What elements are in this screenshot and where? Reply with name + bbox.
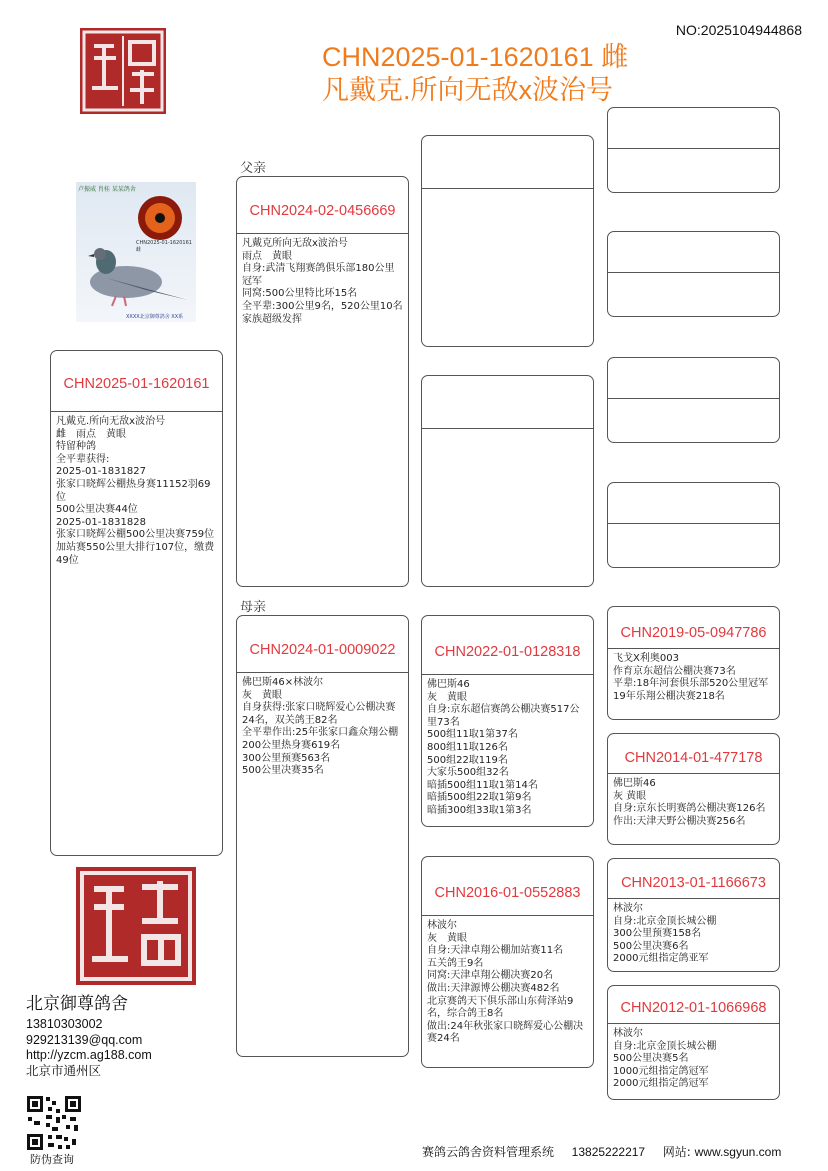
ancestor-ring: CHN2013-01-1166673 <box>621 875 766 891</box>
ancestor-ring: CHN2012-01-1066968 <box>620 1000 767 1016</box>
divider <box>608 272 779 273</box>
ancestor-details: 林波尔 自身:北京金顶长城公棚 300公里预赛158名 500公里决赛6名 2000元组指定鸽亚军 <box>613 903 717 965</box>
ancestor-card <box>607 858 780 972</box>
maternal-grandsire-card <box>421 615 594 827</box>
empty-card <box>607 357 780 443</box>
footer-website[interactable]: www.sgyun.com <box>694 1145 782 1159</box>
maternal-granddam-card <box>421 856 594 1068</box>
empty-card <box>607 482 780 568</box>
contact-info <box>26 989 152 1079</box>
mother-card <box>236 615 409 1057</box>
empty-card <box>607 107 780 193</box>
divider <box>608 148 779 149</box>
photo-eye-caption: CHN2025-01-1620161雌 <box>136 240 192 253</box>
father-label: 父亲 <box>240 161 267 176</box>
divider <box>422 428 593 429</box>
ancestor-ring: CHN2014-01-477178 <box>624 750 763 766</box>
qr-code-icon <box>26 1095 82 1151</box>
contact-website[interactable]: http://yzcm.ag188.com <box>26 1048 152 1062</box>
ancestor-details: 佛巴斯46 灰 黄眼 自身:京东长明赛鸽公棚决赛126名 作出:天津天野公棚决赛256名 <box>613 778 766 827</box>
divider <box>608 523 779 524</box>
maternal-granddam-details: 林波尔 灰 黄眼 自身:天津卓翔公棚加站赛11名 五关鸽王9名 同窝:天津卓翔公棚决赛20名 做出:天津源博公棚决赛482名 北京赛鸽天下俱乐部山东荷泽站9名，综合鸽王8名 做出:24年秋张家口晓辉爱心公棚决赛24名 <box>427 920 584 1045</box>
pigeon-photo <box>76 182 196 322</box>
subject-ring: CHN2025-01-1620161 <box>63 376 210 392</box>
ancestor-details: 林波尔 自身:北京金顶长城公棚 500公里决赛5名 1000元组指定鸽冠军 2000元组指定鸽冠军 <box>613 1028 717 1090</box>
maternal-grandsire-ring: CHN2022-01-0128318 <box>434 644 581 660</box>
father-card <box>236 176 409 587</box>
footer-system: 赛鸽云鸽舍资料管理系统 <box>422 1145 555 1159</box>
footer-phone: 13825222217 <box>571 1145 646 1159</box>
mother-details: 佛巴斯46×林波尔 灰 黄眼 自身获得:张家口晓辉爱心公棚决赛24名，双关鸽王82名 全平辈作出:25年张家口鑫众翔公棚 200公里热身赛619名 300公里预赛563名 500公里决赛35名 <box>242 677 399 777</box>
ancestor-card <box>607 733 780 845</box>
photo-caption-bottom: XXXX北京御尊鸽舍 XX系 <box>126 314 184 320</box>
maternal-granddam-ring: CHN2016-01-0552883 <box>434 885 581 901</box>
seal-glyph-icon <box>80 28 166 114</box>
contact-phone: 13810303002 <box>26 1017 103 1031</box>
subject-details: 凡戴克.所向无敌x波治号 雌 雨点 黄眼 特留种鸽 全平辈获得: 2025-01-1831827 张家口晓辉公棚热身赛11152羽69位 500公里决赛44位 2025-01-1831828 张家口晓辉公棚500公里决赛759位 加站赛550公里大排行107位，缴费49位 <box>56 416 215 566</box>
page-title <box>322 41 628 107</box>
subject-card <box>50 350 223 856</box>
ancestor-details: 飞戈X利奥003 作育京东超信公棚决赛73名 平辈:18年河套俱乐部520公里冠军 19年乐翔公棚决赛218名 <box>613 653 769 702</box>
qr-label: 防伪查询 <box>30 1153 74 1166</box>
footer <box>422 1143 781 1160</box>
father-details: 凡戴克所向无敌x波治号 雨点 黄眼 自身:武清飞翔赛鸽俱乐部180公里冠军 同窝:500公里特比环15名 全平辈:300公里9名，520公里10名 家族超级发挥 <box>242 238 403 325</box>
title-strain: 凡戴克.所向无敌x波治号 <box>322 75 614 105</box>
mother-label: 母亲 <box>240 600 267 615</box>
seal-glyph-icon <box>76 867 196 985</box>
maternal-grandsire-details: 佛巴斯46 灰 黄眼 自身:京东超信赛鸽公棚决赛517公里73名 500组11取1第37名 800组11取126名 500组22取119名 大家乐500组32名 暗插500组11取1第14名 暗插500组22取1第9名 暗插300组33取1第3名 <box>427 679 580 816</box>
divider <box>608 398 779 399</box>
mother-ring: CHN2024-01-0009022 <box>249 642 396 658</box>
photo-caption-top: 卢振威 肖桂 某某鸽舍 <box>78 186 136 193</box>
seal-logo-bottom <box>76 867 196 985</box>
pedigree-number: NO:2025104944868 <box>675 22 802 38</box>
contact-address: 北京市通州区 <box>26 1063 102 1078</box>
divider <box>422 188 593 189</box>
seal-logo-top <box>80 28 166 114</box>
empty-card <box>421 375 594 587</box>
ancestor-ring: CHN2019-05-0947786 <box>620 625 767 641</box>
title-ring: CHN2025-01-1620161 雌 <box>322 42 629 72</box>
footer-web-label: 网站: <box>662 1145 691 1159</box>
empty-card <box>421 135 594 347</box>
contact-email: 929213139@qq.com <box>26 1032 143 1047</box>
father-ring: CHN2024-02-0456669 <box>249 203 396 219</box>
ancestor-card <box>607 985 780 1100</box>
kennel-name: 北京御尊鸽舍 <box>26 994 128 1014</box>
empty-card <box>607 231 780 317</box>
qr-code[interactable] <box>26 1095 82 1151</box>
ancestor-card <box>607 606 780 720</box>
